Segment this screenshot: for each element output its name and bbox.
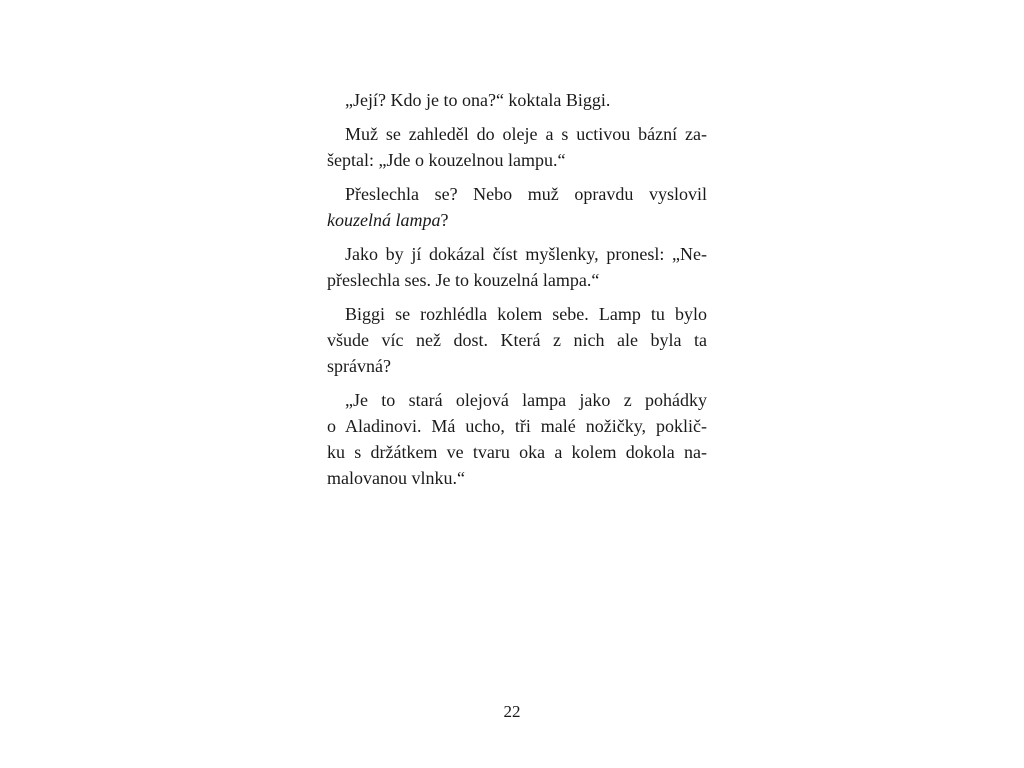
paragraph-1: [327, 87, 707, 113]
text-line: „Její? Kdo je to ona?“ koktala Biggi.: [345, 90, 611, 110]
paragraph-3: [327, 181, 707, 233]
text-line: všude víc než dost. Která z nich ale byla ta: [327, 330, 707, 350]
text-line: malovanou vlnku.“: [327, 468, 465, 488]
paragraph-5: [327, 301, 707, 379]
text-line: šeptal: „Jde o kouzelnou lampu.“: [327, 150, 566, 170]
italic-phrase: kouzelná lampa: [327, 210, 441, 230]
text-line: Muž se zahleděl do oleje a s uctivou bázní za-: [345, 124, 707, 144]
question-mark: ?: [440, 210, 449, 230]
body-text: [327, 87, 707, 491]
page-number: 22: [503, 702, 521, 721]
text-line: Jako by jí dokázal číst myšlenky, pronesl: „Ne-: [345, 244, 707, 264]
paragraph-4: [327, 241, 707, 293]
paragraph-6: [327, 387, 707, 491]
text-line: o Aladinovi. Má ucho, tři malé nožičky, poklič-: [327, 416, 707, 436]
text-line: „Je to stará olejová lampa jako z pohádky: [345, 390, 707, 410]
text-line: ku s držátkem ve tvaru oka a kolem dokola na-: [327, 442, 707, 462]
paragraph-2: [327, 121, 707, 173]
text-line: Biggi se rozhlédla kolem sebe. Lamp tu bylo: [345, 304, 707, 324]
text-line: správná?: [327, 356, 391, 376]
text-line: Přeslechla se? Nebo muž opravdu vyslovil: [345, 184, 707, 204]
text-line: přeslechla ses. Je to kouzelná lampa.“: [327, 270, 600, 290]
text-line: [327, 207, 707, 233]
